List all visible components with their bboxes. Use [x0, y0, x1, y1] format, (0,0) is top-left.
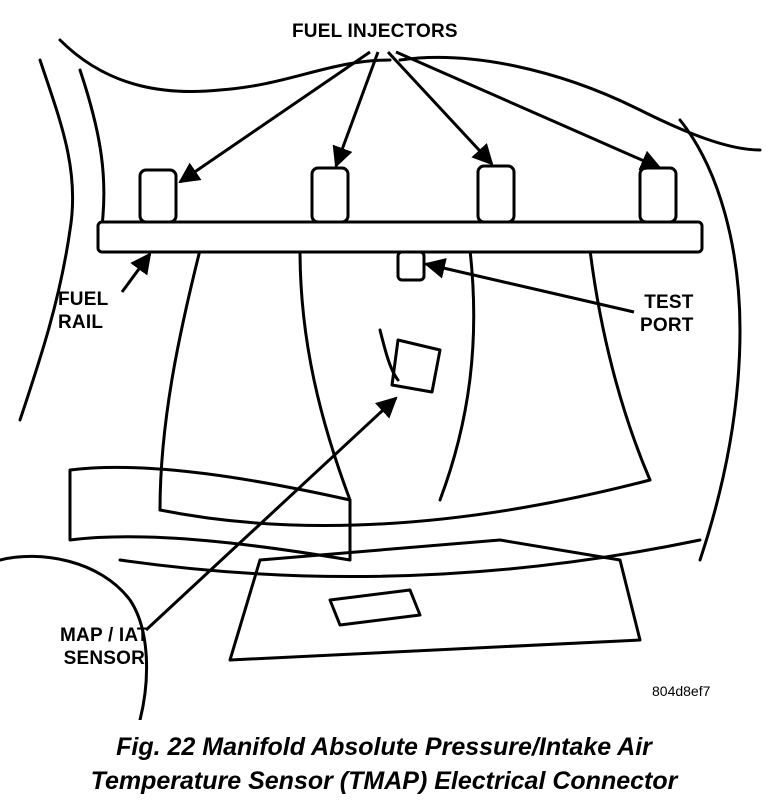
bracket-tab	[330, 590, 420, 625]
injector-2	[312, 168, 348, 222]
arrow-to-injector-1	[180, 52, 370, 182]
tmap-sensor	[392, 340, 440, 392]
label-sensor-line1: MAP / IAT	[60, 625, 149, 646]
figure-caption	[0, 730, 768, 798]
label-sensor-line2: SENSOR	[63, 648, 146, 669]
arrow-to-injector-2	[336, 52, 378, 166]
label-map-iat-sensor	[60, 624, 149, 670]
label-test-port	[640, 291, 694, 337]
left-hose	[20, 60, 73, 420]
left-hose-edge	[80, 70, 104, 240]
right-hose	[680, 120, 740, 560]
caption-line1: Fig. 22 Manifold Absolute Pressure/Intake Air	[116, 733, 652, 761]
label-fuel-rail-line1: FUEL	[58, 289, 109, 310]
runner-4	[590, 250, 650, 480]
arrow-to-fuel-rail	[122, 254, 150, 292]
arrow-to-test-port	[426, 264, 634, 312]
arrow-to-injector-3	[388, 52, 492, 164]
injector-1	[140, 170, 176, 222]
fuel-rail-tube	[98, 222, 702, 252]
caption-line2: Temperature Sensor (TMAP) Electrical Connector	[90, 767, 678, 795]
runner-3	[440, 250, 474, 500]
label-fuel-rail-line2: RAIL	[58, 312, 104, 333]
injector-3	[478, 166, 514, 222]
test-port-valve	[398, 252, 424, 280]
plenum	[160, 480, 650, 525]
label-test-port-line2: PORT	[640, 315, 694, 336]
lower-bracket	[230, 540, 640, 660]
label-fuel-injectors-text: FUEL INJECTORS	[292, 21, 458, 42]
upper-cover	[400, 57, 760, 150]
label-fuel-injectors	[292, 20, 458, 43]
reference-code: 804d8ef7	[652, 683, 711, 699]
injector-4	[640, 168, 676, 222]
label-test-port-line1: TEST	[644, 292, 694, 313]
upper-wire-loom	[60, 40, 390, 92]
label-fuel-rail	[58, 288, 108, 334]
